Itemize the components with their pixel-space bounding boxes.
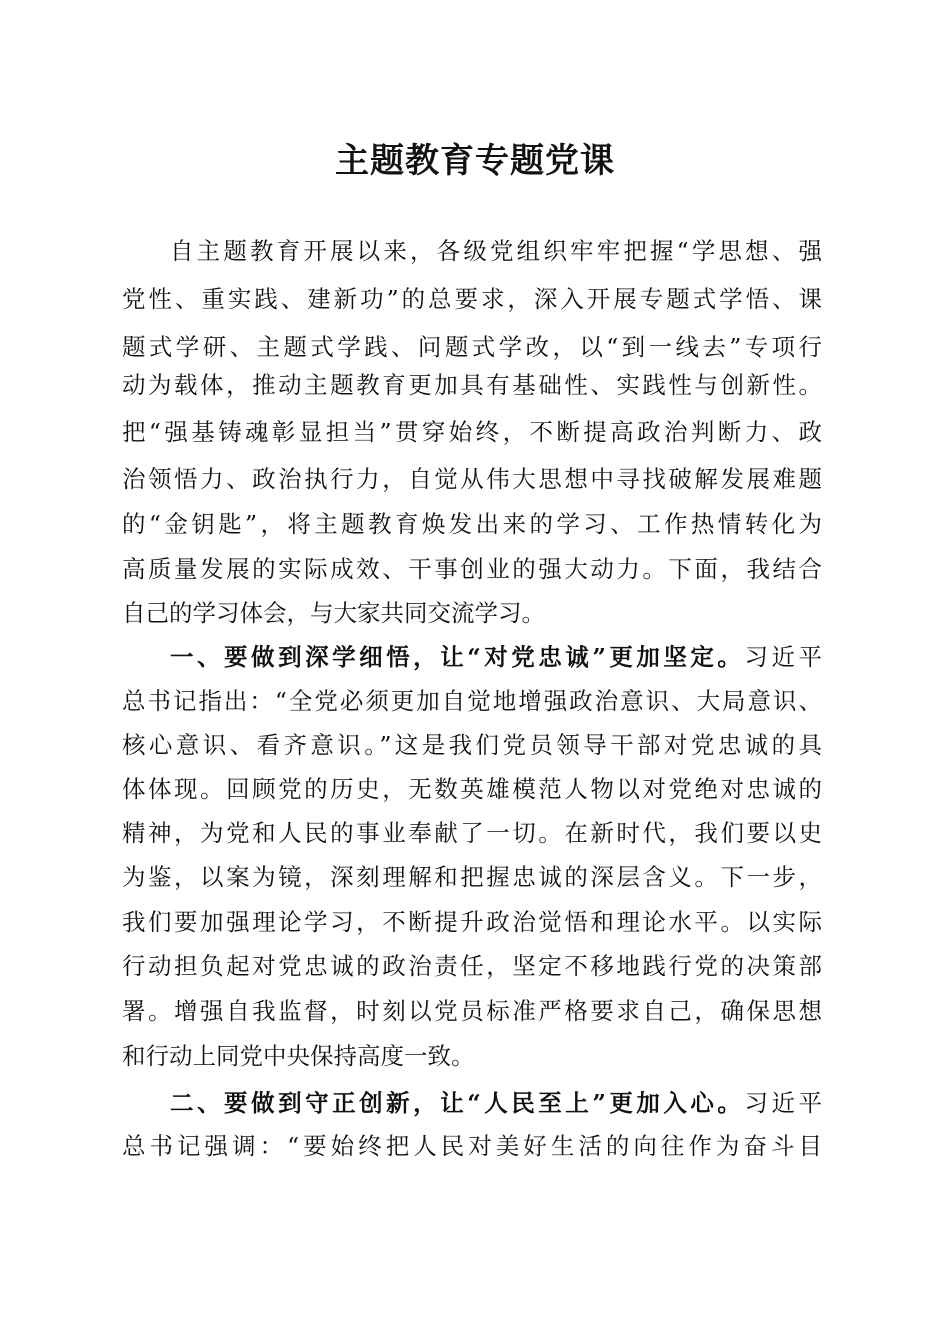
paragraph-3-line-1 — [170, 1080, 822, 1126]
paragraph-1-line-7: 的“金钥匙”，将主题教育焕发出来的学习、工作热情转化为 — [122, 510, 822, 538]
document-title: 主题教育专题党课 — [335, 141, 615, 181]
paragraph-2-line-1 — [170, 634, 822, 680]
paragraph-1-line-2: 党性、重实践、建新功”的总要求，深入开展专题式学悟、课 — [122, 285, 822, 313]
paragraph-1-line-1: 自主题教育开展以来，各级党组织牢牢把握“学思想、强 — [170, 237, 822, 265]
paragraph-2-line-4: 体体现。回顾党的历史，无数英雄模范人物以对党绝对忠诚的 — [122, 775, 822, 803]
paragraph-1-line-4: 动为载体，推动主题教育更加具有基础性、实践性与创新性。 — [122, 371, 822, 399]
paragraph-1-line-6: 治领悟力、政治执行力，自觉从伟大思想中寻找破解发展难题 — [122, 465, 822, 493]
paragraph-2-line-10: 和行动上同党中央保持高度一致。 — [122, 1042, 475, 1070]
paragraph-2-first-line-rest: 习近平 — [744, 643, 822, 671]
paragraph-1-line-5: 把“强基铸魂彰显担当”贯穿始终，不断提高政治判断力、政 — [122, 418, 822, 446]
paragraph-2-line-6: 为鉴，以案为镜，深刻理解和把握忠诚的深层含义。下一步， — [122, 863, 822, 891]
paragraph-3-line-2: 总书记强调：“要始终把人民对美好生活的向往作为奋斗目 — [122, 1132, 822, 1160]
paragraph-3-heading: 二、要做到守正创新，让“人民至上”更加入心。 — [170, 1089, 745, 1117]
paragraph-1-line-8: 高质量发展的实际成效、干事创业的强大动力。下面，我结合 — [122, 555, 822, 583]
paragraph-2-line-7: 我们要加强理论学习，不断提升政治觉悟和理论水平。以实际 — [122, 908, 822, 936]
paragraph-2-line-9: 署。增强自我监督，时刻以党员标准严格要求自己，确保思想 — [122, 997, 822, 1025]
paragraph-1-line-9: 自己的学习体会，与大家共同交流学习。 — [122, 599, 545, 627]
paragraph-2-line-5: 精神，为党和人民的事业奉献了一切。在新时代，我们要以史 — [122, 819, 822, 847]
paragraph-1-line-3: 题式学研、主题式学践、问题式学改，以“到一线去”专项行 — [122, 333, 822, 361]
paragraph-2-line-3: 核心意识、看齐意识。”这是我们党员领导干部对党忠诚的具 — [122, 731, 822, 759]
paragraph-3-first-line-rest: 习近平 — [744, 1089, 822, 1117]
paragraph-2-line-2: 总书记指出：“全党必须更加自觉地增强政治意识、大局意识、 — [122, 687, 822, 715]
paragraph-2-line-8: 行动担负起对党忠诚的政治责任，坚定不移地践行党的决策部 — [122, 952, 822, 980]
paragraph-2-heading: 一、要做到深学细悟，让“对党忠诚”更加坚定。 — [170, 643, 745, 671]
